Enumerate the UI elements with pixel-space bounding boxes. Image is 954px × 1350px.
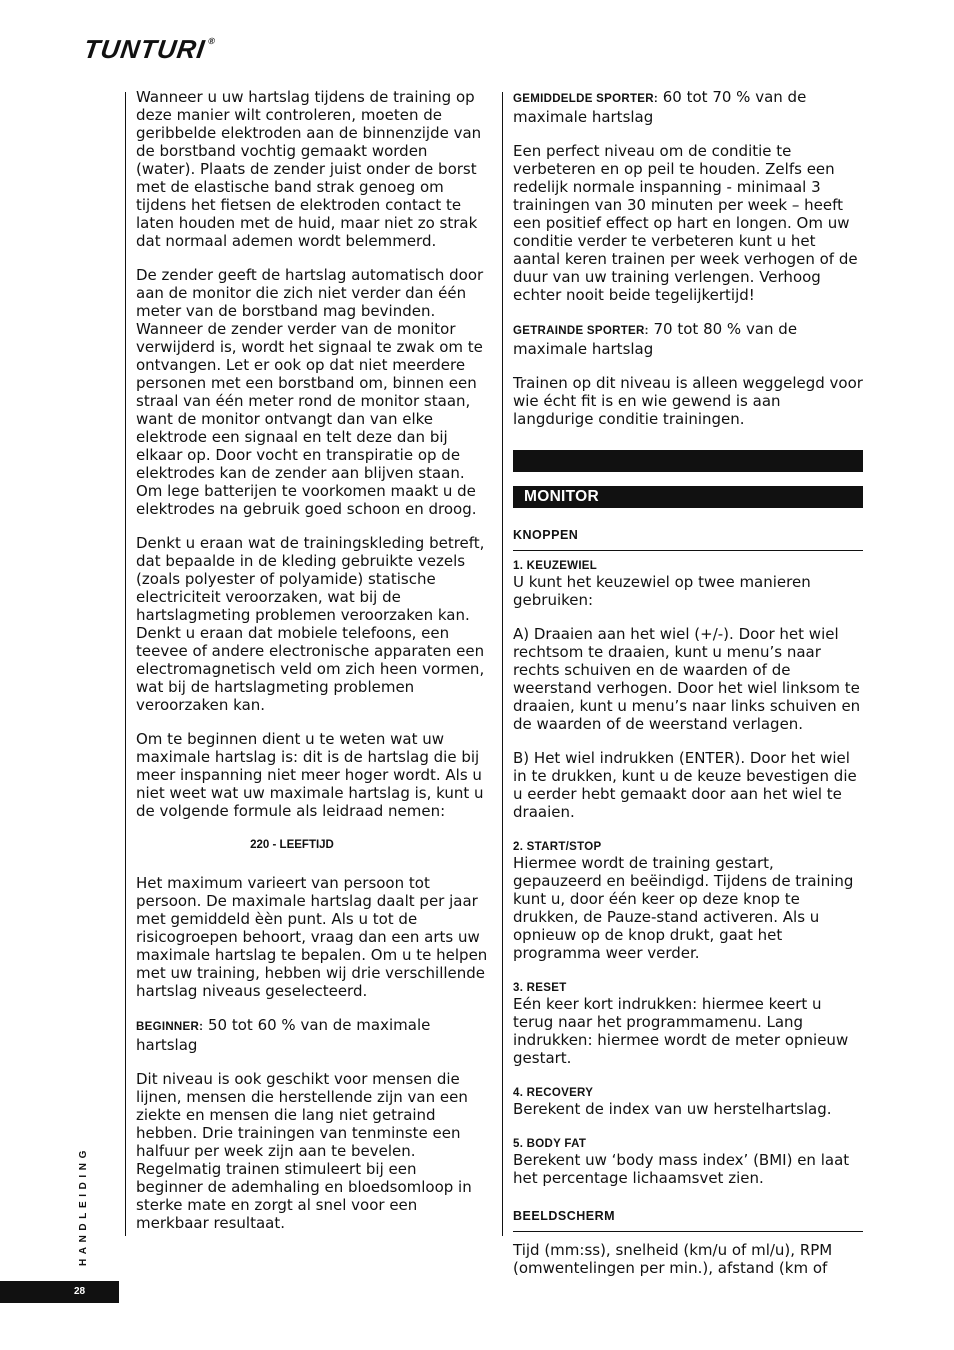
page-number: 28 [0, 1281, 119, 1303]
paragraph: Denkt u eraan wat de trainingskleding betreft, dat bepaalde in de kleding gebruikte vezels (zoals polyester of polyamide) statische electriciteit veroorzaken, wat bij de hartslagmeting problemen veroorzaken kan. Denkt u eraan dat mobiele telefoons, een teevee of andere electronische apparaten een electromagnetisch veld om zich heen vormen, wat bij de hartslagmeting problemen veroorzaken kan. [136, 534, 485, 714]
subsection-beeldscherm: BEELDSCHERM [513, 1207, 863, 1232]
beginner-text: 50 tot 60 % van de maximale hartslag [136, 1016, 431, 1054]
right-column-rule [502, 92, 503, 1236]
left-column [136, 88, 488, 1248]
list-item [513, 841, 863, 962]
side-label-handleiding: HANDLEIDING [78, 1146, 89, 1267]
paragraph: Om te beginnen dient u te weten wat uw maximale hartslag is: dit is de hartslag die bij meer inspanning niet meer hoger wordt. Als u niet weet wat uw maximale hartslag is, kunt u de volgende formule als leidraad nemen: [136, 730, 484, 820]
list-item [513, 1087, 863, 1118]
trained-label: GETRAINDE SPORTER: [513, 325, 649, 337]
item-text: A) Draaien aan het wiel (+/-). Door het wiel rechtsom te draaien, kunt u menu’s naar rechts schuiven en de waarden of de weerstand verhogen. Door het wiel linksom te draaien, kunt u menu’s naar links schuiven en de waarden of de weerstand verlagen. [513, 625, 861, 733]
average-level [513, 88, 863, 126]
trained-level [513, 320, 863, 358]
item-text: U kunt het keuzewiel op twee manieren gebruiken: [513, 573, 811, 609]
item-title: 1. KEUZEWIEL [513, 560, 598, 572]
beginner-level [136, 1016, 488, 1054]
item-title: 3. RESET [513, 982, 567, 994]
list-item [513, 1138, 863, 1187]
item-title: 5. BODY FAT [513, 1138, 587, 1150]
paragraph: Trainen op dit niveau is alleen weggelegd voor wie écht fit is en wie gewend is aan langdurige conditie trainingen. [513, 374, 863, 428]
max-heart-rate-formula: 220 - LEEFTIJD [250, 839, 334, 851]
paragraph: De zender geeft de hartslag automatisch door aan de monitor die zich niet verder dan één meter van de borstband mag bevinden. Wanneer de zender verder van de monitor verwijderd is, wordt het signaal te zwak om te ontvangen. Let er ook op dat niet meerdere personen met een borstband om, binnen een straal van één meter rond de monitor staan, want de monitor ontvangt dan van elke elektrode een signaal en telt deze dan bij elkaar op. Door vocht en transpiratie op de elektrodes kan de zender aan blijven staan. Om lege batterijen te voorkomen maakt u de elektrodes na gebruik goed schoon en droog. [136, 266, 484, 518]
list-item [513, 625, 863, 733]
list-item [513, 749, 863, 821]
list-item [513, 560, 863, 609]
item-title: 2. START/STOP [513, 841, 602, 853]
tunturi-logo [82, 34, 217, 65]
item-text: Hiermee wordt de training gestart, gepauzeerd en beëindigd. Tijdens de training kunt u, door één keer op deze knop te drukken, de Pauze-stand activeren. Als u opnieuw op de knop drukt, gaat het programma weer verder. [513, 854, 854, 962]
subsection-knoppen: KNOPPEN [513, 526, 863, 551]
average-text: 60 tot 70 % van de maximale hartslag [513, 88, 807, 126]
item-text: B) Het wiel indrukken (ENTER). Door het wiel in te drukken, kunt u de keuze bevestigen die u eerder hebt gemaakt door aan het wiel te draaien. [513, 749, 857, 821]
item-text: Berekent uw ‘body mass index’ (BMI) en laat het percentage lichaamsvet zien. [513, 1151, 850, 1187]
paragraph: Een perfect niveau om de conditie te verbeteren en op peil te houden. Zelfs een redelijk normale inspanning - minimaal 3 trainingen van 30 minuten per week – heeft een positief effect op hart en longen. Om uw conditie verder te verbeteren kunt u het aantal keren trainen per week verhogen of de duur van uw training verlengen. Verhoog echter nooit beide tegelijkertijd! [513, 142, 858, 304]
paragraph: Het maximum varieert van persoon tot persoon. De maximale hartslag daalt per jaar met gemiddeld èèn punt. Als u tot de risicogroepen behoort, vraag dan een arts uw maximale hartslag te bepalen. Om u te helpen met uw training, hebben wij drie verschillende hartslag niveaus geselecteerd. [136, 874, 488, 1000]
paragraph: Dit niveau is ook geschikt voor mensen die lijnen, mensen die herstellende zijn van een ziekte en mensen die lang niet getraind hebben. Drie trainingen van tenminste een halfuur per week zijn aan te bevelen. Regelmatig trainen stimuleert bij een beginner de ademhaling en bloedsomloop in sterke mate en zorgt al snel voor een merkbaar resultaat. [136, 1070, 472, 1232]
item-text: Eén keer kort indrukken: hiermee keert u terug naar het programmamenu. Lang indrukken: hiermee wordt de meter opnieuw gestart. [513, 995, 849, 1067]
list-item [513, 982, 863, 1067]
trained-text: 70 tot 80 % van de maximale hartslag [513, 320, 798, 358]
item-title: 4. RECOVERY [513, 1087, 594, 1099]
black-divider-bar [513, 450, 863, 472]
item-text: Berekent de index van uw herstelhartslag. [513, 1100, 832, 1118]
paragraph: Wanneer u uw hartslag tijdens de training op deze manier wilt controleren, moeten de geribbelde elektroden aan de binnenzijde van de borstband vochtig gemaakt worden (water). Plaats de zender juist onder de borst met de elastische band strak genoeg om tijdens het fietsen de elektroden contact te laten houden met de huid, maar niet zo strak dat normaal ademen wordt belemmerd. [136, 88, 482, 250]
left-column-rule [125, 92, 126, 1236]
beginner-label: BEGINNER: [136, 1021, 204, 1033]
paragraph: Tijd (mm:ss), snelheid (km/u of ml/u), RPM (omwentelingen per min.), afstand (km of [513, 1241, 833, 1277]
logo-text: TUNTURI [81, 34, 208, 64]
registered-mark: ® [207, 36, 217, 46]
section-title-monitor: MONITOR [513, 486, 863, 508]
right-column [513, 88, 863, 1293]
average-label: GEMIDDELDE SPORTER: [513, 93, 658, 105]
